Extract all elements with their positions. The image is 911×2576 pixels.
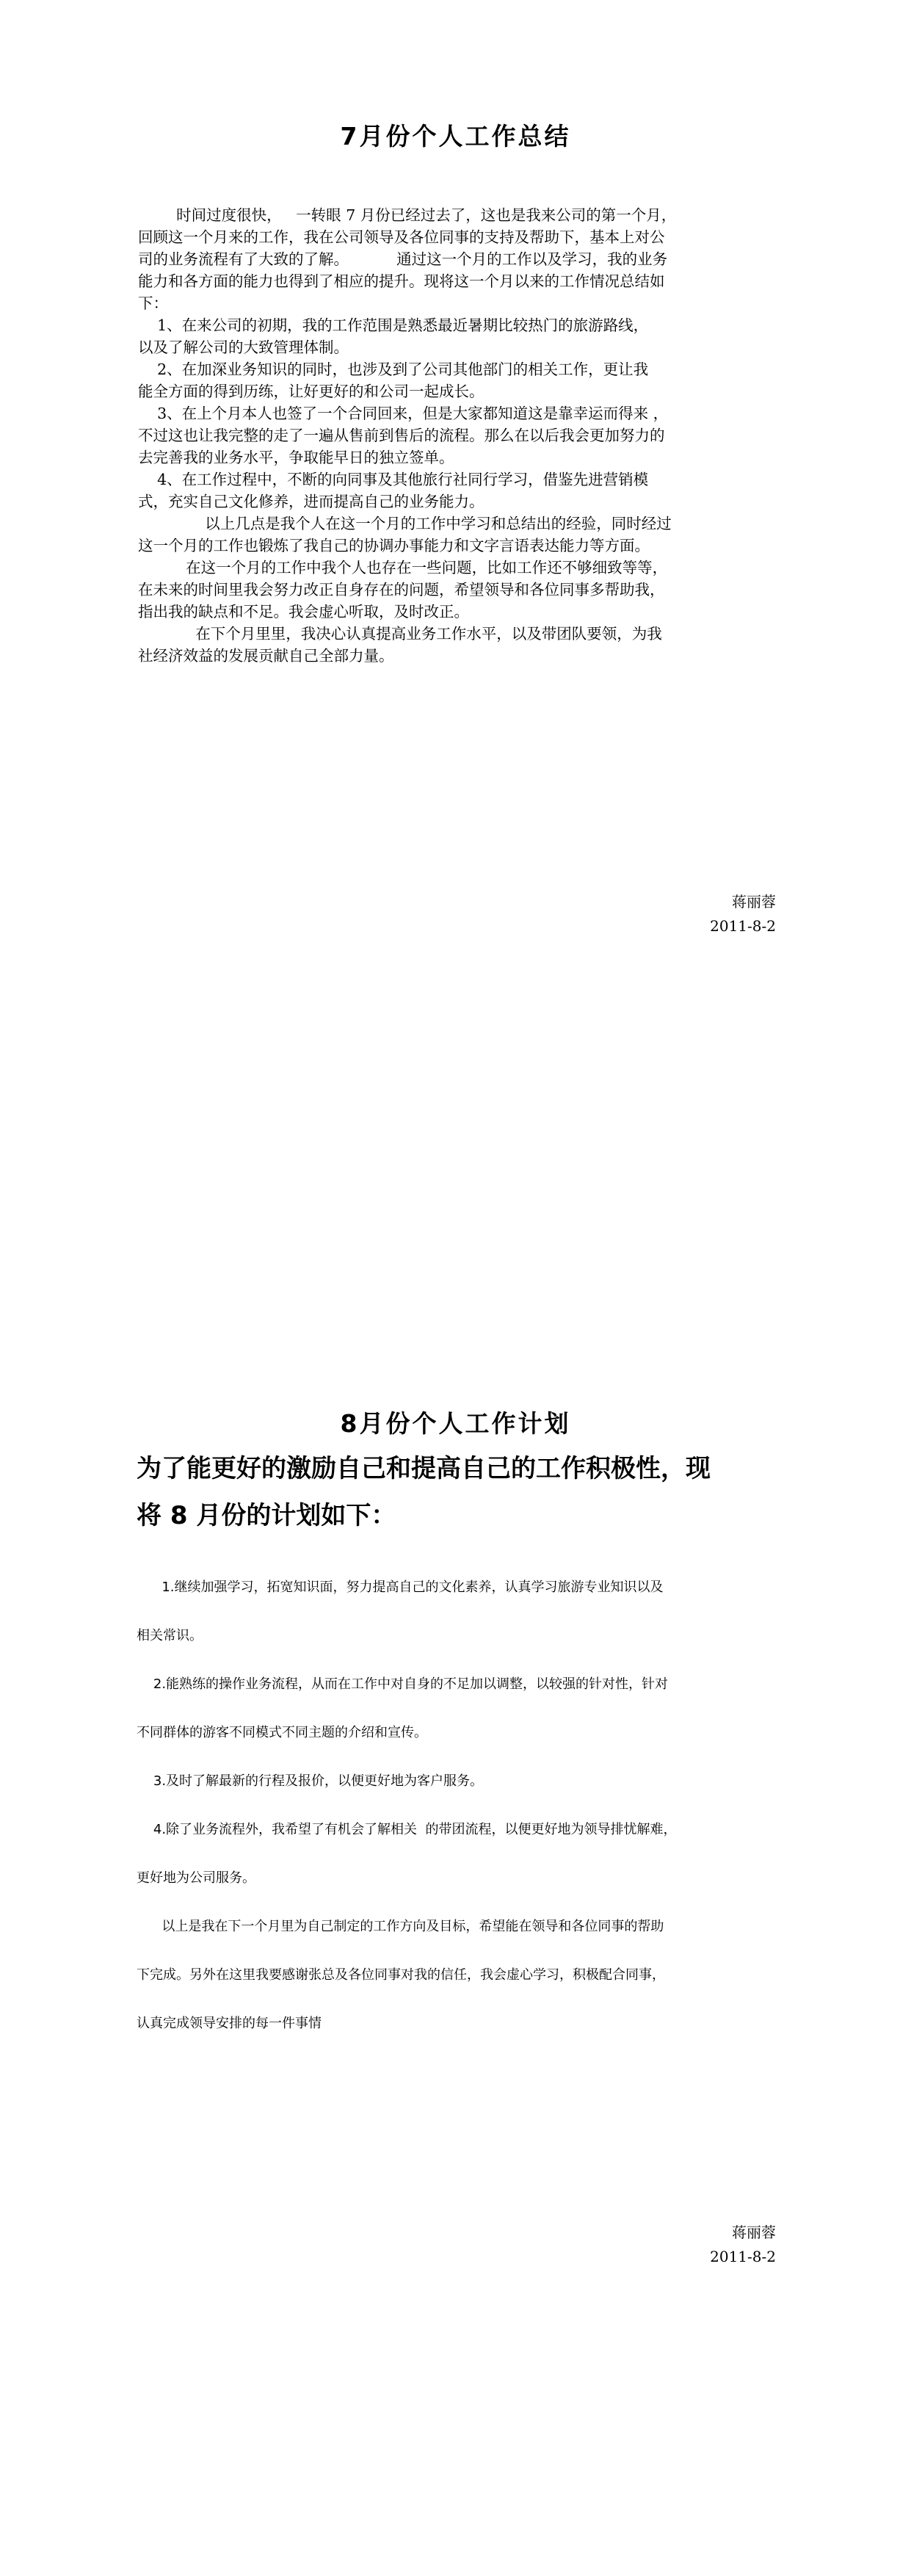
summary-title: 7月份个人工作总结 — [340, 122, 571, 151]
text-line: 能全方面的得到历练，让好更好的和公司一起成长。 — [138, 383, 484, 400]
plan-body — [137, 1563, 783, 2048]
text-line: 4、在工作过程中，不断的向同事及其他旅行社同行学习，借鉴先进营销模 — [138, 471, 649, 488]
plan-signature — [585, 2221, 776, 2269]
text-line: 认真完成领导安排的每一件事情 — [137, 2016, 322, 2031]
text-line: 1、在来公司的初期，我的工作范围是熟悉最近暑期比较热门的旅游路线， — [138, 316, 649, 334]
text-line: 在下个月里里，我决心认真提高业务工作水平，以及带团队要领，为我 — [138, 625, 662, 643]
summary-signature-name: 蒋丽蓉 — [732, 893, 776, 911]
text-line: 式，充实自己文化修养，进而提高自己的业务能力。 — [138, 493, 484, 510]
plan-signature-name: 蒋丽蓉 — [732, 2224, 776, 2241]
text-line: 3、在上个月本人也签了一个合同回来，但是大家都知道这是靠幸运而得来 ， — [138, 405, 669, 422]
text-line: 3.及时了解最新的行程及报价，以便更好地为客户服务。 — [137, 1773, 484, 1789]
plan-intro-line: 为了能更好的激励自己和提高自己的工作积极性，现 — [137, 1454, 711, 1483]
text-line: 不同群体的游客不同模式不同主题的介绍和宣传。 — [137, 1725, 427, 1740]
text-line: 相关常识。 — [137, 1628, 203, 1643]
text-line: 回顾这一个月来的工作，我在公司领导及各位同事的支持及帮助下，基本上对公 — [138, 228, 665, 246]
plan-intro — [137, 1445, 797, 1539]
text-line: 4.除了业务流程外，我希望了有机会了解相关 的带团流程，以便更好地为领导排忧解难， — [137, 1822, 677, 1837]
text-line: 不过这也让我完整的走了一遍从售前到售后的流程。那么在以后我会更加努力的 — [138, 427, 665, 444]
text-line: 2.能熟练的操作业务流程，从而在工作中对自身的不足加以调整，以较强的针对性，针对 — [137, 1676, 669, 1692]
text-line: 以上是我在下一个月里为自己制定的工作方向及目标，希望能在领导和各位同事的帮助 — [137, 1919, 664, 1934]
text-line: 下： — [138, 294, 168, 312]
text-line: 这一个月的工作也锻炼了我自己的协调办事能力和文字言语表达能力等方面。 — [138, 537, 650, 554]
text-line: 司的业务流程有了大致的了解。 通过这一个月的工作以及学习，我的业务 — [138, 250, 668, 268]
plan-signature-date: 2011-8-2 — [710, 2248, 776, 2265]
summary-signature — [585, 890, 776, 938]
summary-body — [138, 204, 778, 667]
text-line: 时间过度很快， 一转眼 7 月份已经过去了，这也是我来公司的第一个月， — [138, 206, 677, 224]
text-line: 2、在加深业务知识的同时，也涉及到了公司其他部门的相关工作，更让我 — [138, 361, 649, 378]
summary-signature-date: 2011-8-2 — [710, 917, 776, 935]
text-line: 以及了解公司的大致管理体制。 — [138, 339, 349, 356]
plan-title: 8月份个人工作计划 — [340, 1409, 571, 1438]
plan-lines — [137, 1563, 783, 2048]
text-line: 能力和各方面的能力也得到了相应的提升。现将这一个月以来的工作情况总结如 — [138, 272, 665, 290]
text-line: 在这一个月的工作中我个人也存在一些问题，比如工作还不够细致等等， — [138, 559, 668, 576]
summary-lines — [138, 204, 778, 667]
text-line: 更好地为公司服务。 — [137, 1870, 255, 1886]
text-line: 以上几点是我个人在这一个月的工作中学习和总结出的经验，同时经过 — [138, 515, 672, 532]
plan-intro-line: 将 8 月份的计划如下： — [137, 1501, 396, 1530]
text-line: 在未来的时间里我会努力改正自身存在的问题，希望领导和各位同事多帮助我， — [138, 581, 665, 598]
text-line: 去完善我的业务水平，争取能早日的独立签单。 — [138, 449, 454, 466]
text-line: 下完成。另外在这里我要感谢张总及各位同事对我的信任，我会虚心学习，积极配合同事， — [137, 1967, 665, 1983]
text-line: 1.继续加强学习，拓宽知识面，努力提高自己的文化素养，认真学习旅游专业知识以及 — [137, 1580, 664, 1595]
text-line: 指出我的缺点和不足。我会虚心听取，及时改正。 — [138, 603, 469, 621]
text-line: 社经济效益的发展贡献自己全部力量。 — [138, 647, 394, 665]
